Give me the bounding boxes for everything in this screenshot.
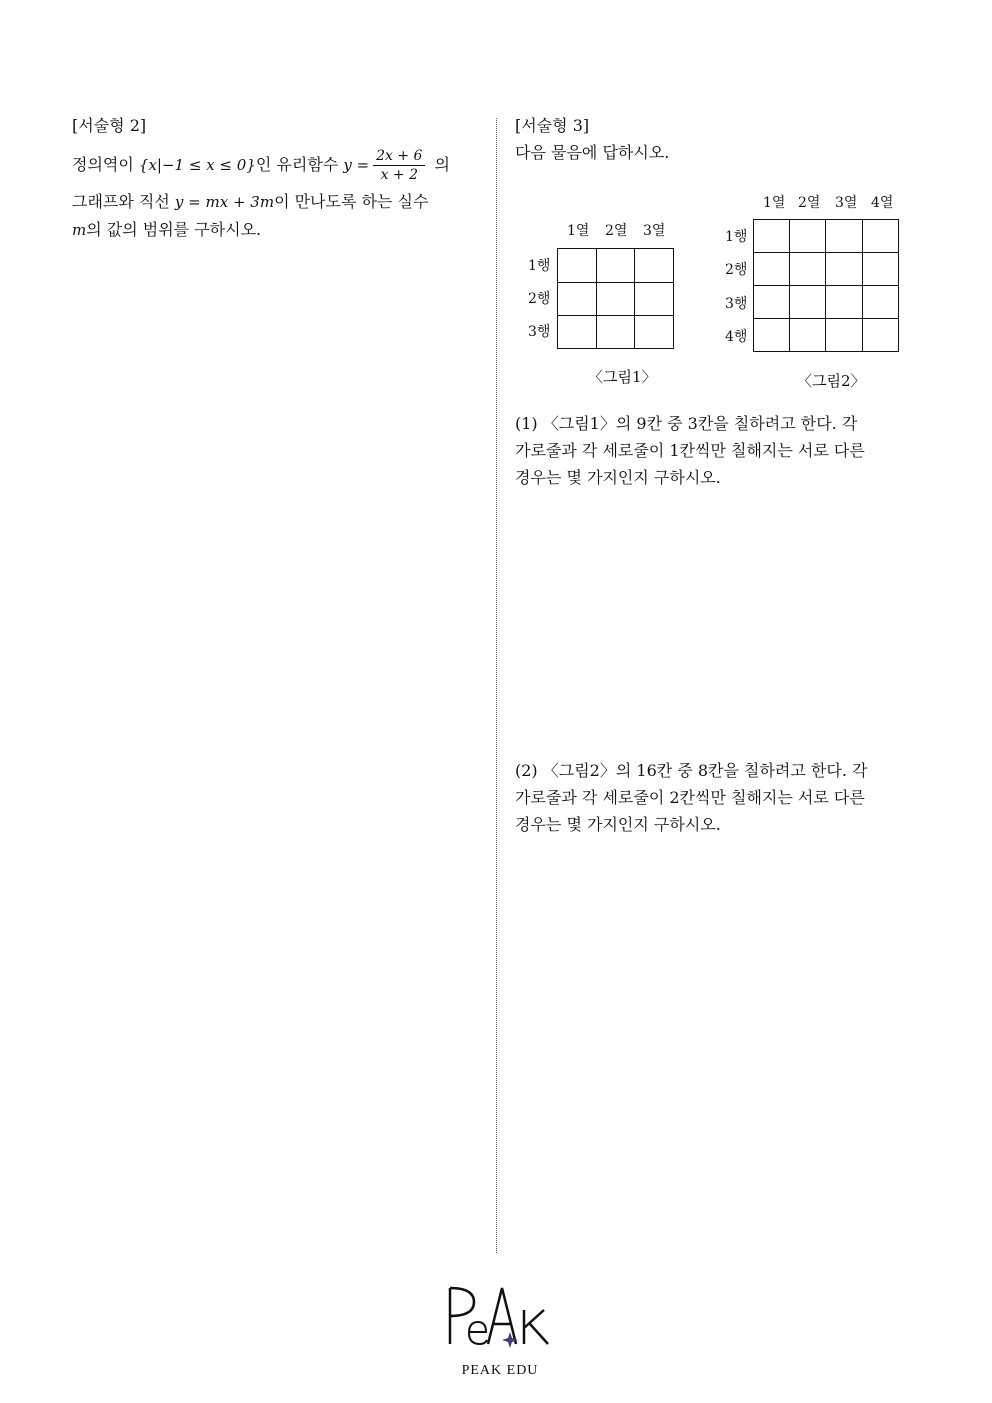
grid-cell: [790, 286, 826, 319]
sub-question-2-line: 경우는 몇 가지인지 구하시오.: [515, 815, 721, 834]
question-3-intro: 다음 물음에 답하시오.: [515, 143, 670, 162]
fraction-numerator: 2x + 6: [373, 147, 425, 166]
question-3-title: [서술형 3]: [515, 116, 590, 135]
question-2-line-1: [72, 147, 482, 184]
grid-cell: [790, 220, 826, 253]
peak-edu-logo: [440, 1280, 560, 1378]
q2-text: 그래프와 직선: [72, 192, 175, 211]
fraction-denominator: x + 2: [380, 167, 419, 183]
fig1-col-label: 3열: [643, 223, 666, 239]
sub-question-1-line: 가로줄과 각 세로줄이 1칸씩만 칠해지는 서로 다른: [515, 441, 865, 460]
fig1-row-label: 3행: [528, 324, 551, 340]
grid-cell: [826, 253, 863, 286]
question-2-line-2: [72, 188, 482, 216]
fig1-row-label: 2행: [528, 291, 551, 307]
sub-question-1-line: 경우는 몇 가지인지 구하시오.: [515, 468, 721, 487]
sub-question-2: [515, 757, 905, 838]
q2-text: 정의역이: [72, 155, 139, 174]
fig1-col-label: 1열: [567, 223, 590, 239]
grid-cell: [635, 249, 674, 283]
grid-cell: [754, 220, 790, 253]
question-2: [72, 113, 482, 244]
grid-cell: [597, 316, 635, 349]
rational-fraction: [373, 147, 425, 184]
logo-text: PEAK EDU: [461, 1363, 539, 1378]
grid-cell: [597, 283, 635, 316]
domain-set: {x|−1 ≤ x ≤ 0}: [138, 156, 256, 174]
grid-cell: [558, 249, 597, 283]
grid-cell: [826, 220, 863, 253]
q2-text: 의: [429, 155, 451, 174]
function-lhs: y =: [343, 156, 370, 174]
grid-cell: [754, 286, 790, 319]
fig2-row-label: 3행: [725, 296, 748, 312]
fig2-row-label: 2행: [725, 262, 748, 278]
grid-cell: [597, 249, 635, 283]
fig2-col-label: 2열: [798, 195, 821, 211]
grid-cell: [635, 283, 674, 316]
fig2-col-label: 4열: [871, 195, 894, 211]
peak-logo-mark: [440, 1280, 560, 1360]
fig1-row-label: 1행: [528, 258, 551, 274]
fig2-col-label: 3열: [835, 195, 858, 211]
fig2-col-label: 1열: [763, 195, 786, 211]
line-equation: y = mx + 3m: [174, 193, 275, 211]
figure-1-grid: [557, 248, 674, 349]
question-2-title: [서술형 2]: [72, 116, 147, 135]
grid-cell: [790, 253, 826, 286]
fig1-col-label: 2열: [605, 223, 628, 239]
sub-question-1: [515, 410, 905, 491]
figure-2-caption: 〈그림2〉: [797, 372, 866, 390]
q2-text: 이 만나도록 하는 실수: [274, 192, 429, 211]
grid-cell: [863, 286, 899, 319]
question-2-line-3: [72, 216, 482, 244]
grid-cell: [558, 283, 597, 316]
grid-cell: [635, 316, 674, 349]
q2-text: 의 값의 범위를 구하시오.: [86, 220, 262, 239]
grid-cell: [863, 220, 899, 253]
question-3-header: [515, 113, 915, 166]
sub-question-2-line: 가로줄과 각 세로줄이 2칸씩만 칠해지는 서로 다른: [515, 788, 865, 807]
grid-cell: [863, 319, 899, 352]
grid-cell: [754, 253, 790, 286]
figure-2-grid: [753, 219, 899, 352]
sub-question-1-line: (1) 〈그림1〉의 9칸 중 3칸을 칠하려고 한다. 각: [515, 414, 858, 433]
figure-1-caption: 〈그림1〉: [588, 368, 657, 386]
fig2-row-label: 4행: [725, 329, 748, 345]
grid-cell: [826, 319, 863, 352]
grid-cell: [790, 319, 826, 352]
grid-cell: [754, 319, 790, 352]
fig2-row-label: 1행: [725, 229, 748, 245]
grid-cell: [863, 253, 899, 286]
sub-question-2-line: (2) 〈그림2〉의 16칸 중 8칸을 칠하려고 한다. 각: [515, 761, 868, 780]
variable-m: m: [72, 221, 87, 239]
column-divider: [496, 118, 497, 1253]
q2-text: 인 유리함수: [255, 155, 344, 174]
grid-cell: [826, 286, 863, 319]
grid-cell: [558, 316, 597, 349]
